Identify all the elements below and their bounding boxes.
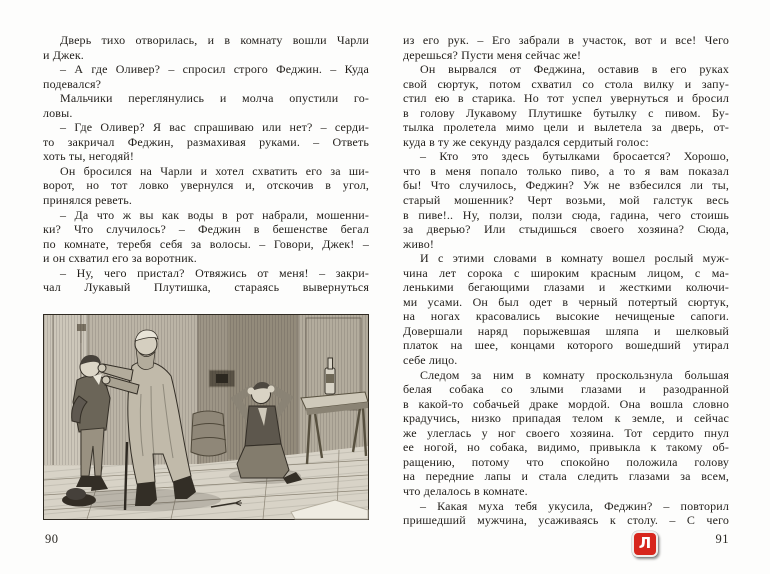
text-line: то закричал Феджин, размахивая руками. – Ответь — [43, 134, 369, 149]
text-line: ми усами. Он был одет в черный потертый сюртук, — [403, 294, 729, 309]
text-line: свой сюртук, потом схватил со стола вилку и запу- — [403, 76, 729, 91]
text-line: ворот, но тот ловко увернулся и, отскочив в угол, — [43, 178, 369, 193]
text-line: на ногах красовались высокие нечищеные сапоги. — [403, 309, 729, 324]
text-line: что в меня попало только пиво, а то я вам показал — [403, 163, 729, 178]
text-line: крадучись, низко припадая телом к земле, и сейчас — [403, 411, 729, 426]
text-line: – Да что ж вы как воды в рот набрали, мошенни- — [60, 207, 369, 222]
text-line: чина лет сорока с широким красным лицом, с ма- — [403, 265, 729, 280]
text-line: Он бросился на Чарли и хотел схватить его за ши- — [60, 163, 369, 178]
page-number-right: 91 — [715, 532, 729, 546]
text-line: куда в ту же секунду раздался сердитый голос: — [403, 134, 649, 149]
text-line: по комнате, теребя себя за волосы. – Говори, Джек! – — [43, 236, 369, 251]
text-line: ращению, потому что спокойно положила голову — [403, 454, 729, 469]
engraving-illustration — [43, 314, 369, 520]
text-line: – А где Оливер? – спросил строго Феджин. – Куда — [60, 62, 369, 77]
text-line: ленькими бегающими глазами и жесткими колючи- — [403, 280, 729, 295]
text-line: подевался? — [43, 76, 102, 91]
text-line: себе лицо. — [403, 353, 458, 368]
text-line: И с этими словами в комнату вошел рослый муж- — [420, 251, 729, 266]
text-line: пришедший мужчина, усаживаясь к столу. – С чего — [403, 513, 729, 528]
text-line: Мальчики переглянулись и молча опустили го- — [60, 91, 369, 106]
text-line: и он схватил его за воротник. — [43, 251, 197, 266]
text-line: принялся реветь. — [43, 193, 132, 208]
text-line: тылка пролетела мимо цели и вылетела за дверь, от- — [403, 120, 729, 135]
text-line: белая собака со злыми глазами и разодранной — [403, 382, 729, 397]
text-line: ловы. — [43, 105, 73, 120]
text-line: – Кто это здесь бутылками бросается? Хорошо, — [420, 149, 729, 164]
text-line: на передние лапы и стала следить глазами за всем, — [403, 469, 729, 484]
text-line: стил ею в старика. Но тот успел увернуться и бросил — [403, 91, 729, 106]
text-line: чал Лукавый Плутишка, стараясь вывернуться — [43, 280, 369, 295]
text-line: старый мошенник? Черт возьми, мой галстук весь — [403, 193, 729, 208]
text-line: за дверью? Или стыдишься своего хозяина? Сюда, — [403, 222, 729, 237]
text-line: платок на шее, концами которого вошедший утирал — [403, 338, 729, 353]
text-line: в голову Лукавому Плутишке бутылку с пивом. Бу- — [403, 105, 729, 120]
text-line: бы! Что случилось, Феджин? Уж не взбесился ли ты, — [403, 178, 729, 193]
book-illustration — [43, 314, 369, 520]
text-line: Дверь тихо отворилась, и в комнату вошли Чарли — [60, 33, 369, 47]
text-line: дерешься? Пусти меня сейчас же! — [403, 47, 582, 62]
text-line: же улеглась у ног своего хозяина. Тот сердито пнул — [403, 425, 729, 440]
text-line: Довершали наряд порыжевшая шляпа и шелковый — [403, 323, 729, 338]
text-line: ки? Что случилось? – Феджин в бешенстве бегал — [43, 222, 369, 237]
text-line: Он вырвался от Феджина, оставив в его руках — [420, 62, 729, 77]
text-line: что делалось в комнате. — [403, 483, 528, 498]
labirint-watermark — [632, 531, 658, 557]
barrel — [191, 411, 226, 456]
text-line: из его рук. – Его забрали в участок, вот и все! Чего — [403, 33, 729, 47]
text-line: – Где Оливер? Я вас спрашиваю или нет? – серди- — [60, 120, 369, 135]
text-line: Следом за ним в комнату проскользнула большая — [420, 367, 729, 382]
text-line: – Ну, чего пристал? Отвяжись от меня! – закри- — [60, 265, 369, 280]
page-90-text — [43, 33, 369, 295]
text-line: хоть ты, негодяй! — [43, 149, 135, 164]
page-91-text — [403, 33, 729, 528]
text-line: – Какая муха тебя укусила, Феджин? – повторил — [420, 498, 729, 513]
text-line: и Джек. — [43, 47, 84, 62]
text-line: ее ногой, но собака, видимо, привыкла к такому об- — [403, 440, 729, 455]
page-number-left: 90 — [45, 532, 59, 546]
text-line: живо! — [403, 236, 435, 251]
watermark-letter: Л — [638, 534, 652, 552]
text-line: в пиве!.. Ну, ползи, ползи сюда, гадина, чего стоишь — [403, 207, 729, 222]
text-line: в какой-то собачьей драке мордой. Она вошла словно — [403, 396, 729, 411]
